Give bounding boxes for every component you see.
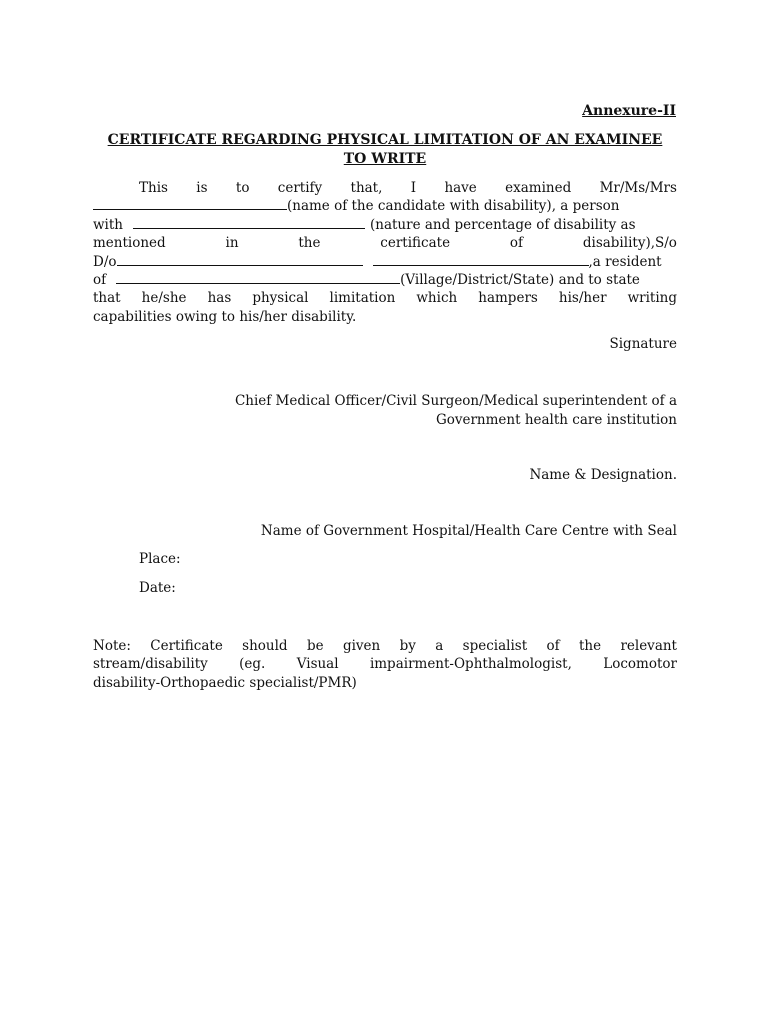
note-line-1 <box>93 637 677 655</box>
word: certificate <box>380 235 451 252</box>
village-district-blank[interactable] <box>116 271 400 284</box>
note-block <box>93 637 677 692</box>
word: specialist <box>462 638 528 654</box>
word: Locomotor <box>603 656 677 673</box>
word: that <box>93 290 121 307</box>
date-label: Date: <box>139 580 176 596</box>
place-label: Place: <box>139 551 181 567</box>
word: This <box>139 180 168 196</box>
word: he/she <box>141 290 187 307</box>
word: physical <box>252 290 309 307</box>
body-line-2-text: (name of the candidate with disability), a person <box>287 198 620 215</box>
annexure-label: Annexure-II <box>582 103 676 119</box>
word: Mr/Ms/Mrs <box>599 180 677 196</box>
word: stream/disability <box>93 656 208 673</box>
word: have <box>444 180 477 196</box>
word: certify <box>277 180 323 196</box>
body-line-5 <box>93 253 677 271</box>
body-line-4 <box>93 234 677 252</box>
word: impairment-Ophthalmologist, <box>369 656 572 673</box>
word: with <box>93 216 123 233</box>
body-line-6 <box>93 271 677 289</box>
word: Note: <box>93 638 131 654</box>
word: D/o <box>93 253 117 270</box>
word: mentioned <box>93 235 166 252</box>
word: is <box>196 180 208 196</box>
word: of <box>509 235 524 252</box>
word: Certificate <box>150 638 223 654</box>
body-line-8-text: capabilities owing to his/her disability. <box>93 308 357 325</box>
certificate-title <box>93 131 677 169</box>
body-line-6-text: (Village/District/State) and to state <box>400 271 640 288</box>
word: of <box>93 271 107 288</box>
word: has <box>207 290 232 307</box>
word: of <box>546 638 560 654</box>
officer-line-2: Government health care institution <box>435 412 677 428</box>
candidate-name-blank[interactable] <box>93 197 287 210</box>
word: in <box>225 235 239 252</box>
officer-title <box>235 392 677 430</box>
word: relevant <box>620 638 677 654</box>
certificate-body <box>93 179 677 326</box>
body-line-8 <box>93 308 677 326</box>
word: by <box>399 638 416 654</box>
note-line-3 <box>93 674 677 692</box>
note-line-2 <box>93 655 677 673</box>
word: given <box>342 638 381 654</box>
word: examined <box>505 180 572 196</box>
word: (eg. <box>239 656 266 673</box>
word: his/her <box>558 290 607 307</box>
word: a <box>435 638 444 654</box>
disability-nature-blank[interactable] <box>133 216 365 229</box>
body-line-3 <box>93 216 677 234</box>
word: Visual <box>296 656 339 673</box>
hospital-seal-label: Name of Government Hospital/Health Care Centre with Seal <box>260 523 677 539</box>
body-line-5-text: ,a resident <box>588 253 662 270</box>
name-designation-label: Name & Designation. <box>529 467 677 483</box>
word: the <box>578 638 602 654</box>
body-line-7 <box>93 289 677 307</box>
parent-name-blank[interactable] <box>117 253 363 266</box>
word: the <box>298 235 321 252</box>
officer-line-1: Chief Medical Officer/Civil Surgeon/Medical superintendent of a <box>234 393 677 409</box>
residence-blank[interactable] <box>373 253 589 266</box>
word: I <box>410 180 417 196</box>
title-line-1: CERTIFICATE REGARDING PHYSICAL LIMITATION OF AN EXAMINEE <box>107 132 663 148</box>
word: to <box>235 180 250 196</box>
body-line-2 <box>93 197 677 215</box>
signature-label: Signature <box>609 336 677 352</box>
word: which <box>416 290 458 307</box>
title-line-2: TO WRITE <box>343 151 427 167</box>
word: that, <box>350 180 383 196</box>
word: disability),S/o <box>582 235 677 252</box>
word: writing <box>627 290 677 307</box>
word: hampers <box>478 290 538 307</box>
word: limitation <box>329 290 396 307</box>
word: should <box>242 638 288 654</box>
body-line-1 <box>93 179 677 197</box>
body-line-3-text: (nature and percentage of disability as <box>370 216 636 233</box>
word: be <box>306 638 324 654</box>
note-line-3-text: disability-Orthopaedic specialist/PMR) <box>93 674 357 691</box>
